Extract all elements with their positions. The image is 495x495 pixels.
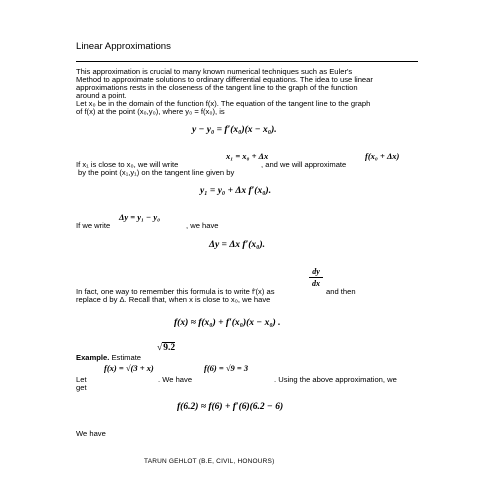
we-have-label: , we have — [186, 221, 219, 230]
equation-fx0-dx: f(x₀ + Δx) — [365, 151, 400, 161]
fraction-numerator: dy — [312, 267, 320, 276]
fraction-denominator: dx — [312, 279, 320, 288]
let-word: Let — [76, 375, 87, 384]
intro-line-2: Method to approximate solutions to ordinary differential equations. The idea to use linear — [76, 75, 373, 84]
equation-y1: y₁ = y₀ + Δx f′(x₀). — [200, 186, 272, 196]
equation-approximation: f(x) ≈ f(x₀) + f′(x₀)(x − x₀) . — [174, 318, 281, 328]
example-line — [76, 354, 141, 363]
fraction-bar — [309, 277, 323, 278]
fact-line-1: In fact, one way to remember this formula is to write f′(x) as — [76, 287, 275, 296]
we-write-label: If we write — [76, 221, 111, 230]
title-rule — [76, 61, 418, 62]
example-label: Example. — [76, 353, 110, 362]
get-word: get — [76, 383, 87, 392]
fraction-dy-dx — [309, 267, 323, 288]
equation-f6: f(6) = √9 = 3 — [204, 363, 249, 373]
example-text: Estimate — [111, 353, 142, 362]
close-line-1: If x₁ is close to x₀, we will write — [76, 160, 179, 169]
page-footer: TARUN GEHLOT (B.E, CIVIL, HONOURS) — [144, 458, 275, 465]
we-have-2: . We have — [158, 375, 193, 384]
equation-fx: f(x) = √(3 + x) — [104, 363, 154, 373]
we-have-final: We have — [76, 429, 106, 438]
equation-tangent: y − y₀ = f′(x₀)(x − x₀). — [192, 125, 277, 135]
page-title: Linear Approximations — [76, 41, 171, 52]
fact-line-2: replace d by Δ. Recall that, when x is close to x₀, we have — [76, 295, 271, 304]
using-line: . Using the above approximation, we — [274, 375, 397, 384]
equation-delta-y: Δy = y₁ − y₀ — [119, 212, 161, 222]
sqrt-9-2: √9.2 — [157, 343, 176, 353]
intro-line-4: around a point. — [76, 91, 127, 100]
intro-line-1: This approximation is crucial to many known numerical techniques such as Euler's — [76, 67, 353, 76]
fact-line-1b: and then — [326, 287, 356, 296]
close-line-1b: , and we will approximate — [261, 160, 347, 169]
intro-line-3: approximations rests in the closeness of the tangent line to the graph of the function — [76, 83, 358, 92]
let-line-1: Let x₀ be in the domain of the function f(x). The equation of the tangent line to the graph — [76, 99, 371, 108]
equation-delta-y-2: Δy = Δx f′(x₀). — [209, 240, 266, 250]
sqrt-radicand: 9.2 — [163, 343, 176, 353]
close-line-2: by the point (x₁,y₁) on the tangent line given by — [78, 168, 235, 177]
equation-f6-2: f(6.2) ≈ f(6) + f′(6)(6.2 − 6) — [177, 402, 284, 412]
equation-x1: x₁ = x₀ + Δx — [226, 151, 269, 161]
let-line-2: of f(x) at the point (x₀,y₀), where y₀ = f(x₀), is — [76, 107, 225, 116]
